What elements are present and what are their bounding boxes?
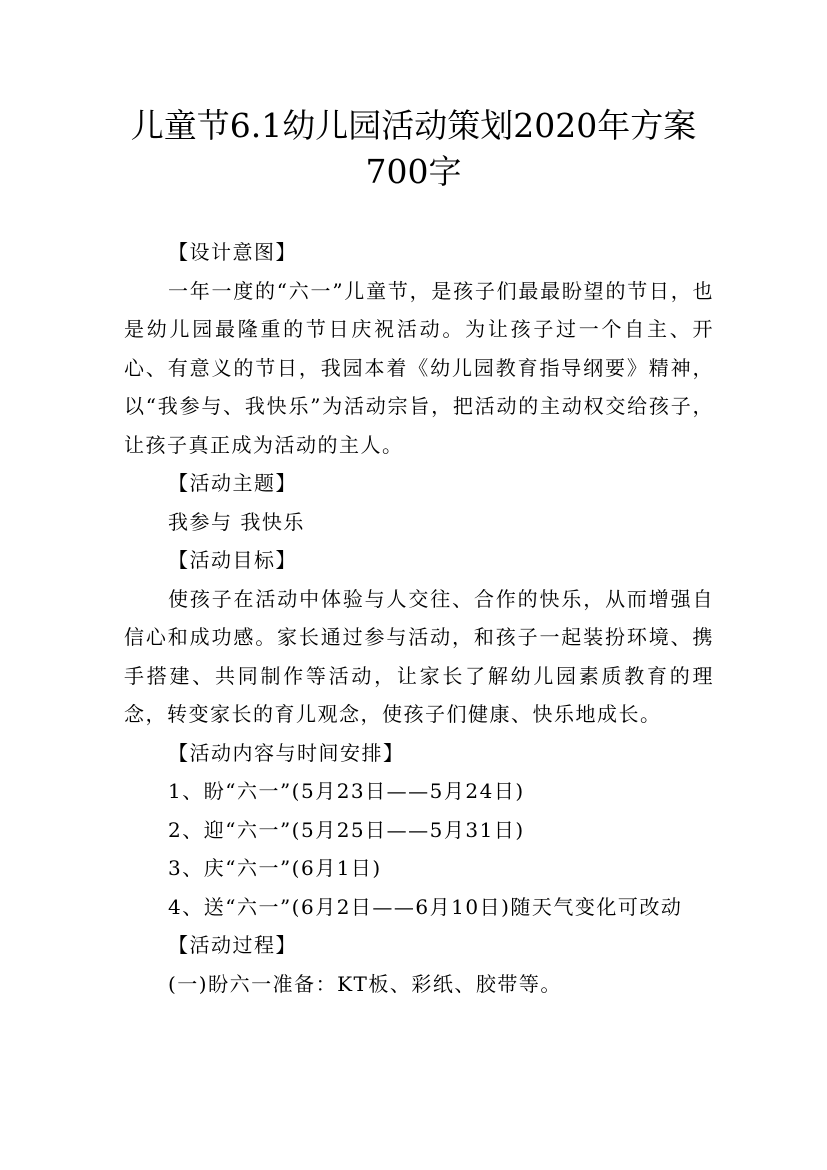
paragraph-process-1: (一)盼六一准备：KT板、彩纸、胶带等。 [168,971,562,996]
schedule-item-4: 4、送“六一”(6月2日——6月10日)随天气变化可改动 [168,894,683,919]
schedule-item-1: 1、盼“六一”(5月23日——5月24日) [168,779,525,803]
section-heading-process: 【活动过程】 [168,933,297,957]
schedule-item-2: 2、迎“六一”(5月25日——5月31日) [168,817,525,842]
document-body [124,233,714,1003]
section-heading-goals: 【活动目标】 [168,548,297,572]
paragraph-theme: 我参与 我快乐 [168,509,305,534]
paragraph-design-intent: 一年一度的“六一”儿童节，是孩子们最最盼望的节日，也是幼儿园最隆重的节日庆祝活动。为让孩子过一个自主、开心、有意义的节日，我园本着《幼儿园教育指导纲要》精神，以“我参与、我快乐”为活动宗旨，把活动的主动权交给孩子，让孩子真正成为活动的主人。 [124,278,714,457]
section-heading-theme: 【活动主题】 [168,471,297,495]
section-heading-schedule: 【活动内容与时间安排】 [168,740,405,765]
section-heading-design-intent: 【设计意图】 [168,240,297,264]
paragraph-goals: 使孩子在活动中体验与人交往、合作的快乐，从而增强自信心和成功感。家长通过参与活动，和孩子一起装扮环境、携手搭建、共同制作等活动，让家长了解幼儿园素质教育的理念，转变家长的育儿观念，使孩子们健康、快乐地成长。 [124,586,714,726]
document-title: 儿童节6.1幼儿园活动策划2020年方案700字 [130,106,697,191]
schedule-item-3: 3、庆“六一”(6月1日) [168,856,382,880]
